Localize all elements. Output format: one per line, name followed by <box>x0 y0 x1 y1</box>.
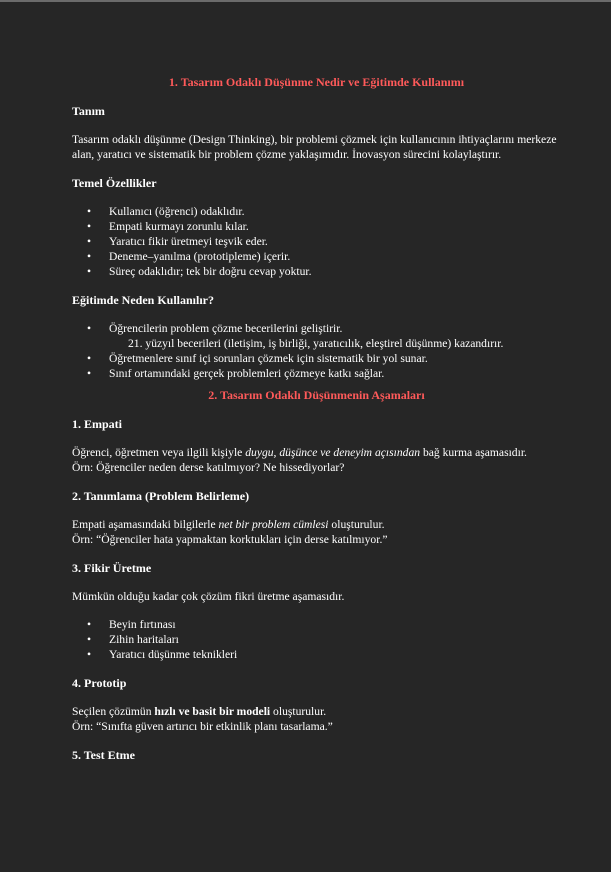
features-heading: Temel Özellikler <box>72 176 157 190</box>
empati-example: Örn: Öğrenciler neden derse katılmıyor? Ne hissediyorlar? <box>72 461 345 474</box>
list-item: • Yaratıcı düşünme teknikleri <box>72 647 561 662</box>
tanimlama-emphasis: net bir problem cümlesi <box>218 518 329 531</box>
prototip-heading: 4. Prototip <box>72 676 127 690</box>
list-item: • Öğrencilerin problem çözme becerilerini geliştirir. <box>72 321 561 336</box>
list-item-continuation: 21. yüzyıl becerileri (iletişim, iş birliği, yaratıcılık, eleştirel düşünme) kazandırır. <box>128 337 504 350</box>
features-list <box>72 204 561 279</box>
empati-text: Öğrenci, öğretmen veya ilgili kişiyle duygu, düşünce ve deneyim açısından bağ kurma aşamasıdır. <box>72 446 527 459</box>
list-item: • Zihin haritaları <box>72 632 561 647</box>
list-item: • Beyin fırtınası <box>72 617 561 632</box>
tanimlama-example: Örn: “Öğrenciler hata yapmaktan korktukları için derse katılmıyor.” <box>72 533 388 546</box>
section1-title: 1. Tasarım Odaklı Düşünme Nedir ve Eğitimde Kullanımı <box>168 75 465 89</box>
list-item: • Öğretmenlere sınıf içi sorunları çözmek için sistematik bir yol sunar. <box>72 351 561 366</box>
fikir-text: Mümkün olduğu kadar çok çözüm fikri üretme aşamasıdır. <box>72 590 345 603</box>
list-item: • Sınıf ortamındaki gerçek problemleri çözmeye katkı sağlar. <box>72 366 561 381</box>
document-page <box>0 2 611 763</box>
prototip-text: Seçilen çözümün hızlı ve basit bir modeli oluşturulur. <box>72 705 327 718</box>
list-item: • Empati kurmayı zorunlu kılar. <box>72 219 561 234</box>
empati-emphasis: duygu, düşünce ve deneyim açısından <box>245 446 421 459</box>
tanim-text: Tasarım odaklı düşünme (Design Thinking), bir problemi çözmek için kullanıcının ihtiyaçlarını merkeze alan, yaratıcı ve sistematik bir problem çözme yaklaşımıdır. İnovasyon sürecini kolaylaştırır. <box>72 133 557 161</box>
why-heading: Eğitimde Neden Kullanılır? <box>72 293 215 307</box>
list-item: • Yaratıcı fikir üretmeyi teşvik eder. <box>72 234 561 249</box>
list-item: • Kullanıcı (öğrenci) odaklıdır. <box>72 204 561 219</box>
tanim-heading: Tanım <box>72 104 105 118</box>
tanimlama-text: Empati aşamasındaki bilgilerle net bir problem cümlesi oluşturulur. <box>72 518 385 531</box>
section2-title: 2. Tasarım Odaklı Düşünmenin Aşamaları <box>208 388 425 402</box>
list-item: • Deneme–yanılma (prototipleme) içerir. <box>72 249 561 264</box>
test-heading: 5. Test Etme <box>72 748 135 762</box>
empati-heading: 1. Empati <box>72 417 123 431</box>
tanimlama-heading: 2. Tanımlama (Problem Belirleme) <box>72 489 250 503</box>
prototip-strong: hızlı ve basit bir modeli <box>154 705 271 718</box>
why-list <box>72 321 561 381</box>
fikir-heading: 3. Fikir Üretme <box>72 561 152 575</box>
fikir-list <box>72 617 561 662</box>
list-item: • Süreç odaklıdır; tek bir doğru cevap yoktur. <box>72 264 561 279</box>
prototip-example: Örn: “Sınıfta güven artırıcı bir etkinlik planı tasarlama.” <box>72 720 333 733</box>
